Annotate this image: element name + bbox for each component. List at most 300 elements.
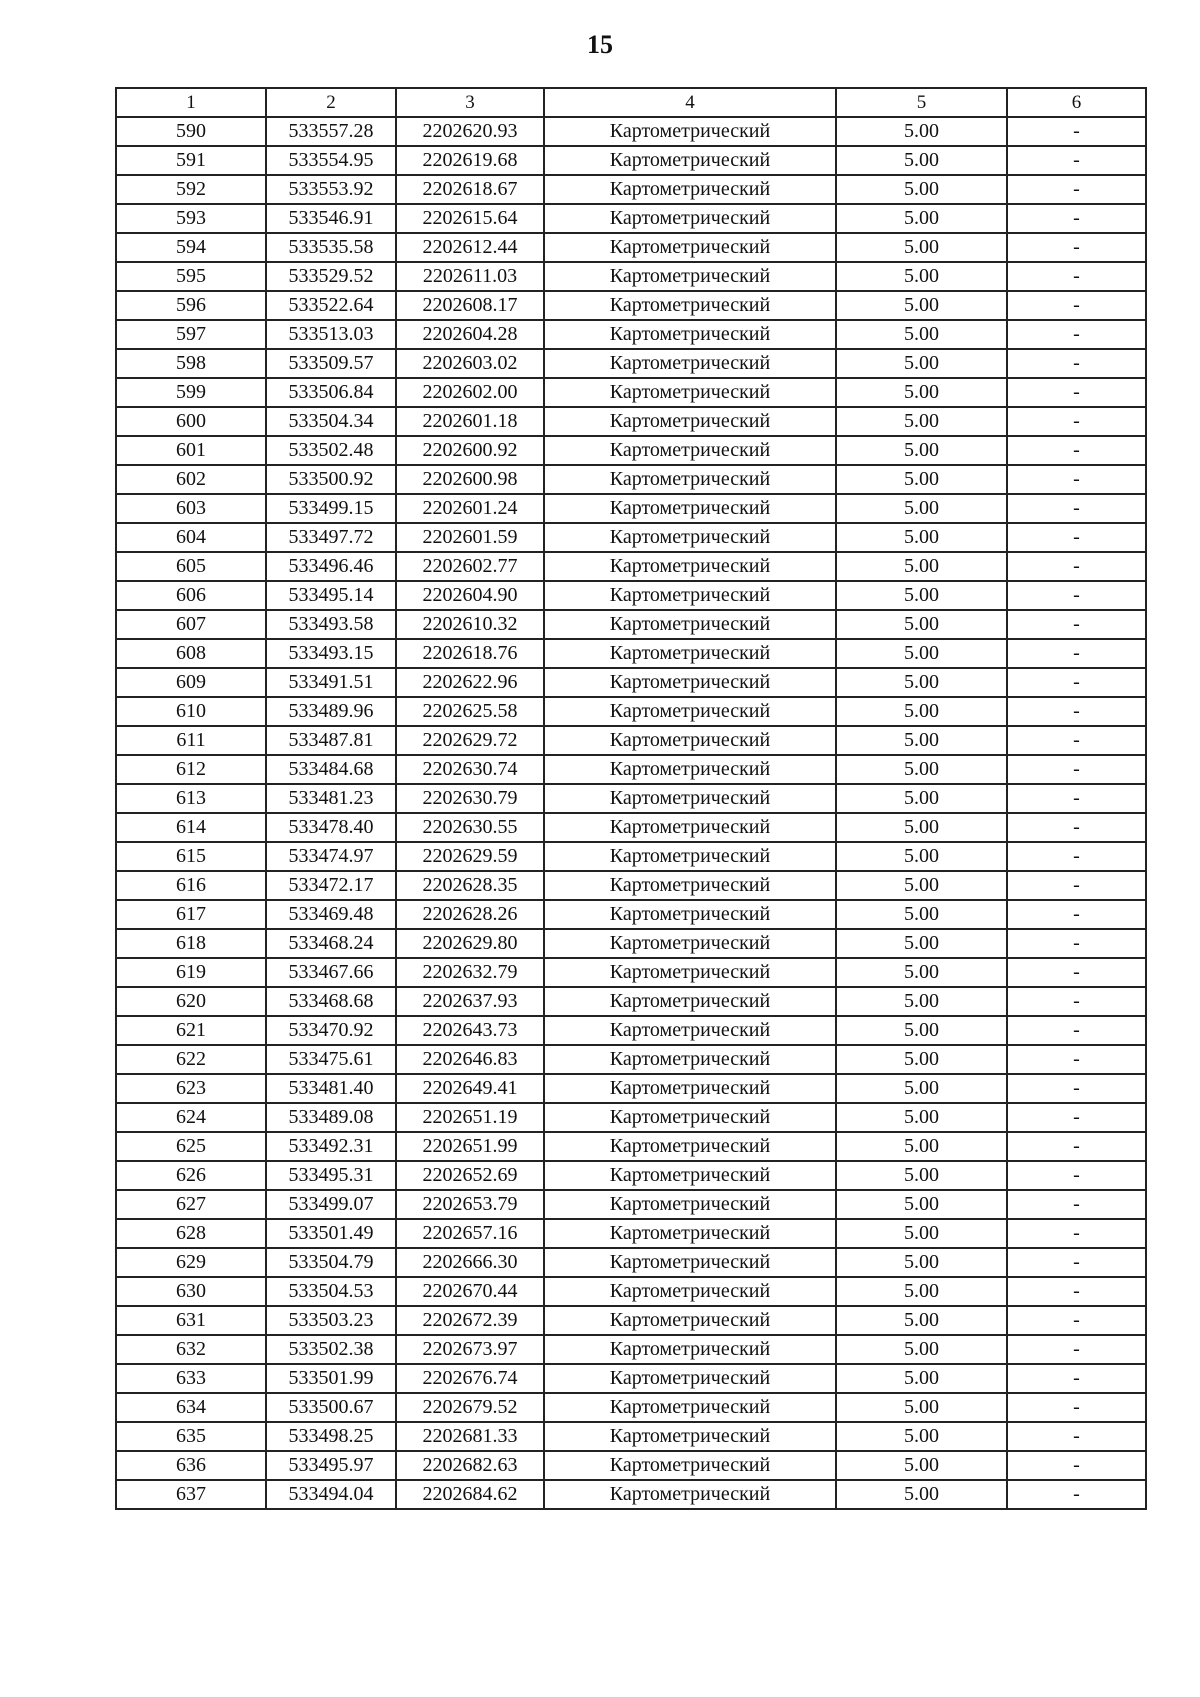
table-row [116,1480,1146,1509]
column-header: 2 [266,88,396,117]
note-cell: - [1007,1219,1146,1248]
x-coordinate-cell: 533489.08 [266,1103,396,1132]
accuracy-cell: 5.00 [836,610,1007,639]
x-coordinate-cell: 533497.72 [266,523,396,552]
accuracy-cell: 5.00 [836,1045,1007,1074]
point-number-cell: 611 [116,726,266,755]
y-coordinate-cell: 2202615.64 [396,204,544,233]
x-coordinate-cell: 533504.79 [266,1248,396,1277]
point-number-cell: 627 [116,1190,266,1219]
method-cell: Картометрический [544,987,836,1016]
note-cell: - [1007,494,1146,523]
x-coordinate-cell: 533498.25 [266,1422,396,1451]
table-row [116,349,1146,378]
accuracy-cell: 5.00 [836,784,1007,813]
note-cell: - [1007,1306,1146,1335]
point-number-cell: 613 [116,784,266,813]
point-number-cell: 602 [116,465,266,494]
point-number-cell: 590 [116,117,266,146]
note-cell: - [1007,726,1146,755]
note-cell: - [1007,1161,1146,1190]
table-row [116,465,1146,494]
method-cell: Картометрический [544,929,836,958]
table-row [116,1306,1146,1335]
point-number-cell: 596 [116,291,266,320]
point-number-cell: 629 [116,1248,266,1277]
accuracy-cell: 5.00 [836,262,1007,291]
accuracy-cell: 5.00 [836,726,1007,755]
x-coordinate-cell: 533506.84 [266,378,396,407]
y-coordinate-cell: 2202611.03 [396,262,544,291]
point-number-cell: 608 [116,639,266,668]
accuracy-cell: 5.00 [836,407,1007,436]
y-coordinate-cell: 2202684.62 [396,1480,544,1509]
y-coordinate-cell: 2202620.93 [396,117,544,146]
x-coordinate-cell: 533554.95 [266,146,396,175]
x-coordinate-cell: 533501.49 [266,1219,396,1248]
accuracy-cell: 5.00 [836,1103,1007,1132]
table-row [116,378,1146,407]
y-coordinate-cell: 2202651.19 [396,1103,544,1132]
note-cell: - [1007,117,1146,146]
method-cell: Картометрический [544,1016,836,1045]
y-coordinate-cell: 2202618.76 [396,639,544,668]
method-cell: Картометрический [544,1422,836,1451]
table-row [116,204,1146,233]
point-number-cell: 631 [116,1306,266,1335]
table-row [116,900,1146,929]
note-cell: - [1007,1393,1146,1422]
point-number-cell: 632 [116,1335,266,1364]
y-coordinate-cell: 2202628.35 [396,871,544,900]
accuracy-cell: 5.00 [836,1190,1007,1219]
point-number-cell: 614 [116,813,266,842]
point-number-cell: 606 [116,581,266,610]
note-cell: - [1007,146,1146,175]
coordinates-table [115,87,1147,1510]
accuracy-cell: 5.00 [836,1277,1007,1306]
accuracy-cell: 5.00 [836,291,1007,320]
x-coordinate-cell: 533499.07 [266,1190,396,1219]
method-cell: Картометрический [544,1219,836,1248]
accuracy-cell: 5.00 [836,1248,1007,1277]
accuracy-cell: 5.00 [836,175,1007,204]
table-row [116,1422,1146,1451]
note-cell: - [1007,1335,1146,1364]
point-number-cell: 622 [116,1045,266,1074]
y-coordinate-cell: 2202604.28 [396,320,544,349]
note-cell: - [1007,668,1146,697]
point-number-cell: 607 [116,610,266,639]
accuracy-cell: 5.00 [836,233,1007,262]
x-coordinate-cell: 533491.51 [266,668,396,697]
y-coordinate-cell: 2202610.32 [396,610,544,639]
table-row [116,1393,1146,1422]
point-number-cell: 637 [116,1480,266,1509]
note-cell: - [1007,1103,1146,1132]
note-cell: - [1007,523,1146,552]
accuracy-cell: 5.00 [836,1132,1007,1161]
header-row [116,88,1146,117]
method-cell: Картометрический [544,552,836,581]
method-cell: Картометрический [544,697,836,726]
note-cell: - [1007,407,1146,436]
x-coordinate-cell: 533484.68 [266,755,396,784]
accuracy-cell: 5.00 [836,1306,1007,1335]
method-cell: Картометрический [544,204,836,233]
note-cell: - [1007,291,1146,320]
y-coordinate-cell: 2202601.18 [396,407,544,436]
y-coordinate-cell: 2202637.93 [396,987,544,1016]
point-number-cell: 624 [116,1103,266,1132]
y-coordinate-cell: 2202604.90 [396,581,544,610]
accuracy-cell: 5.00 [836,117,1007,146]
table-row [116,871,1146,900]
method-cell: Картометрический [544,639,836,668]
point-number-cell: 620 [116,987,266,1016]
method-cell: Картометрический [544,726,836,755]
x-coordinate-cell: 533502.38 [266,1335,396,1364]
method-cell: Картометрический [544,813,836,842]
table-row [116,784,1146,813]
point-number-cell: 626 [116,1161,266,1190]
x-coordinate-cell: 533469.48 [266,900,396,929]
method-cell: Картометрический [544,1132,836,1161]
method-cell: Картометрический [544,1248,836,1277]
accuracy-cell: 5.00 [836,755,1007,784]
y-coordinate-cell: 2202673.97 [396,1335,544,1364]
note-cell: - [1007,320,1146,349]
table-row [116,117,1146,146]
y-coordinate-cell: 2202630.79 [396,784,544,813]
table-row [116,610,1146,639]
x-coordinate-cell: 533503.23 [266,1306,396,1335]
table-row [116,842,1146,871]
accuracy-cell: 5.00 [836,958,1007,987]
y-coordinate-cell: 2202612.44 [396,233,544,262]
note-cell: - [1007,1190,1146,1219]
method-cell: Картометрический [544,610,836,639]
x-coordinate-cell: 533489.96 [266,697,396,726]
x-coordinate-cell: 533499.15 [266,494,396,523]
accuracy-cell: 5.00 [836,436,1007,465]
note-cell: - [1007,349,1146,378]
point-number-cell: 597 [116,320,266,349]
method-cell: Картометрический [544,1451,836,1480]
method-cell: Картометрический [544,784,836,813]
method-cell: Картометрический [544,349,836,378]
accuracy-cell: 5.00 [836,1422,1007,1451]
table-row [116,262,1146,291]
x-coordinate-cell: 533495.97 [266,1451,396,1480]
accuracy-cell: 5.00 [836,581,1007,610]
table-row [116,291,1146,320]
accuracy-cell: 5.00 [836,987,1007,1016]
table-row [116,1335,1146,1364]
y-coordinate-cell: 2202622.96 [396,668,544,697]
accuracy-cell: 5.00 [836,349,1007,378]
method-cell: Картометрический [544,1364,836,1393]
table-row [116,1219,1146,1248]
point-number-cell: 628 [116,1219,266,1248]
note-cell: - [1007,1132,1146,1161]
y-coordinate-cell: 2202600.98 [396,465,544,494]
table-header [116,88,1146,117]
y-coordinate-cell: 2202651.99 [396,1132,544,1161]
method-cell: Картометрический [544,175,836,204]
method-cell: Картометрический [544,146,836,175]
accuracy-cell: 5.00 [836,552,1007,581]
method-cell: Картометрический [544,378,836,407]
x-coordinate-cell: 533470.92 [266,1016,396,1045]
note-cell: - [1007,755,1146,784]
note-cell: - [1007,1074,1146,1103]
table-row [116,1364,1146,1393]
method-cell: Картометрический [544,755,836,784]
method-cell: Картометрический [544,1480,836,1509]
column-header: 3 [396,88,544,117]
method-cell: Картометрический [544,407,836,436]
method-cell: Картометрический [544,233,836,262]
table-body [116,117,1146,1509]
note-cell: - [1007,842,1146,871]
point-number-cell: 604 [116,523,266,552]
table-row [116,1074,1146,1103]
method-cell: Картометрический [544,291,836,320]
x-coordinate-cell: 533553.92 [266,175,396,204]
table-row [116,987,1146,1016]
y-coordinate-cell: 2202629.72 [396,726,544,755]
method-cell: Картометрический [544,523,836,552]
method-cell: Картометрический [544,1277,836,1306]
table-row [116,175,1146,204]
table-row [116,494,1146,523]
note-cell: - [1007,871,1146,900]
point-number-cell: 615 [116,842,266,871]
point-number-cell: 594 [116,233,266,262]
table-row [116,1103,1146,1132]
note-cell: - [1007,1016,1146,1045]
accuracy-cell: 5.00 [836,204,1007,233]
method-cell: Картометрический [544,117,836,146]
accuracy-cell: 5.00 [836,1335,1007,1364]
y-coordinate-cell: 2202682.63 [396,1451,544,1480]
x-coordinate-cell: 533513.03 [266,320,396,349]
point-number-cell: 612 [116,755,266,784]
method-cell: Картометрический [544,581,836,610]
note-cell: - [1007,436,1146,465]
note-cell: - [1007,175,1146,204]
page-number: 15 [587,30,613,59]
note-cell: - [1007,813,1146,842]
x-coordinate-cell: 533478.40 [266,813,396,842]
y-coordinate-cell: 2202601.24 [396,494,544,523]
method-cell: Картометрический [544,668,836,697]
y-coordinate-cell: 2202652.69 [396,1161,544,1190]
method-cell: Картометрический [544,1335,836,1364]
point-number-cell: 603 [116,494,266,523]
x-coordinate-cell: 533495.14 [266,581,396,610]
x-coordinate-cell: 533475.61 [266,1045,396,1074]
method-cell: Картометрический [544,1103,836,1132]
point-number-cell: 630 [116,1277,266,1306]
method-cell: Картометрический [544,1074,836,1103]
note-cell: - [1007,900,1146,929]
y-coordinate-cell: 2202629.59 [396,842,544,871]
point-number-cell: 599 [116,378,266,407]
table-row [116,813,1146,842]
point-number-cell: 623 [116,1074,266,1103]
column-header: 6 [1007,88,1146,117]
note-cell: - [1007,1277,1146,1306]
note-cell: - [1007,465,1146,494]
method-cell: Картометрический [544,1190,836,1219]
x-coordinate-cell: 533504.34 [266,407,396,436]
y-coordinate-cell: 2202666.30 [396,1248,544,1277]
column-header: 4 [544,88,836,117]
y-coordinate-cell: 2202653.79 [396,1190,544,1219]
x-coordinate-cell: 533500.67 [266,1393,396,1422]
note-cell: - [1007,233,1146,262]
x-coordinate-cell: 533494.04 [266,1480,396,1509]
table-row [116,1045,1146,1074]
x-coordinate-cell: 533522.64 [266,291,396,320]
method-cell: Картометрический [544,842,836,871]
x-coordinate-cell: 533535.58 [266,233,396,262]
x-coordinate-cell: 533493.58 [266,610,396,639]
note-cell: - [1007,552,1146,581]
method-cell: Картометрический [544,871,836,900]
accuracy-cell: 5.00 [836,813,1007,842]
method-cell: Картометрический [544,1393,836,1422]
point-number-cell: 634 [116,1393,266,1422]
point-number-cell: 635 [116,1422,266,1451]
point-number-cell: 616 [116,871,266,900]
accuracy-cell: 5.00 [836,320,1007,349]
point-number-cell: 619 [116,958,266,987]
x-coordinate-cell: 533474.97 [266,842,396,871]
x-coordinate-cell: 533481.23 [266,784,396,813]
note-cell: - [1007,1045,1146,1074]
accuracy-cell: 5.00 [836,1393,1007,1422]
method-cell: Картометрический [544,1161,836,1190]
note-cell: - [1007,697,1146,726]
accuracy-cell: 5.00 [836,668,1007,697]
accuracy-cell: 5.00 [836,929,1007,958]
y-coordinate-cell: 2202643.73 [396,1016,544,1045]
table-row [116,697,1146,726]
accuracy-cell: 5.00 [836,1480,1007,1509]
x-coordinate-cell: 533495.31 [266,1161,396,1190]
point-number-cell: 592 [116,175,266,204]
accuracy-cell: 5.00 [836,639,1007,668]
table-row [116,1451,1146,1480]
x-coordinate-cell: 533509.57 [266,349,396,378]
method-cell: Картометрический [544,900,836,929]
y-coordinate-cell: 2202619.68 [396,146,544,175]
note-cell: - [1007,378,1146,407]
table-row [116,639,1146,668]
point-number-cell: 633 [116,1364,266,1393]
x-coordinate-cell: 533493.15 [266,639,396,668]
point-number-cell: 625 [116,1132,266,1161]
point-number-cell: 609 [116,668,266,697]
point-number-cell: 595 [116,262,266,291]
note-cell: - [1007,639,1146,668]
point-number-cell: 617 [116,900,266,929]
x-coordinate-cell: 533557.28 [266,117,396,146]
accuracy-cell: 5.00 [836,697,1007,726]
table-row [116,726,1146,755]
point-number-cell: 591 [116,146,266,175]
point-number-cell: 601 [116,436,266,465]
x-coordinate-cell: 533467.66 [266,958,396,987]
accuracy-cell: 5.00 [836,494,1007,523]
y-coordinate-cell: 2202602.00 [396,378,544,407]
x-coordinate-cell: 533487.81 [266,726,396,755]
table-row [116,146,1146,175]
y-coordinate-cell: 2202618.67 [396,175,544,204]
y-coordinate-cell: 2202646.83 [396,1045,544,1074]
accuracy-cell: 5.00 [836,900,1007,929]
method-cell: Картометрический [544,320,836,349]
table-row [116,1277,1146,1306]
x-coordinate-cell: 533468.68 [266,987,396,1016]
x-coordinate-cell: 533504.53 [266,1277,396,1306]
x-coordinate-cell: 533481.40 [266,1074,396,1103]
method-cell: Картометрический [544,1306,836,1335]
table-row [116,1190,1146,1219]
y-coordinate-cell: 2202600.92 [396,436,544,465]
table-row [116,523,1146,552]
note-cell: - [1007,581,1146,610]
point-number-cell: 600 [116,407,266,436]
table-row [116,581,1146,610]
x-coordinate-cell: 533496.46 [266,552,396,581]
accuracy-cell: 5.00 [836,1074,1007,1103]
table-row [116,1132,1146,1161]
y-coordinate-cell: 2202649.41 [396,1074,544,1103]
method-cell: Картометрический [544,262,836,291]
y-coordinate-cell: 2202672.39 [396,1306,544,1335]
table-row [116,407,1146,436]
note-cell: - [1007,1451,1146,1480]
table-row [116,1016,1146,1045]
y-coordinate-cell: 2202602.77 [396,552,544,581]
note-cell: - [1007,262,1146,291]
point-number-cell: 593 [116,204,266,233]
table-row [116,436,1146,465]
accuracy-cell: 5.00 [836,1219,1007,1248]
x-coordinate-cell: 533529.52 [266,262,396,291]
y-coordinate-cell: 2202628.26 [396,900,544,929]
y-coordinate-cell: 2202670.44 [396,1277,544,1306]
column-header: 5 [836,88,1007,117]
point-number-cell: 610 [116,697,266,726]
note-cell: - [1007,929,1146,958]
y-coordinate-cell: 2202676.74 [396,1364,544,1393]
y-coordinate-cell: 2202630.55 [396,813,544,842]
y-coordinate-cell: 2202630.74 [396,755,544,784]
note-cell: - [1007,987,1146,1016]
table-row [116,1161,1146,1190]
x-coordinate-cell: 533501.99 [266,1364,396,1393]
y-coordinate-cell: 2202629.80 [396,929,544,958]
table-row [116,755,1146,784]
note-cell: - [1007,1422,1146,1451]
note-cell: - [1007,1364,1146,1393]
accuracy-cell: 5.00 [836,523,1007,552]
